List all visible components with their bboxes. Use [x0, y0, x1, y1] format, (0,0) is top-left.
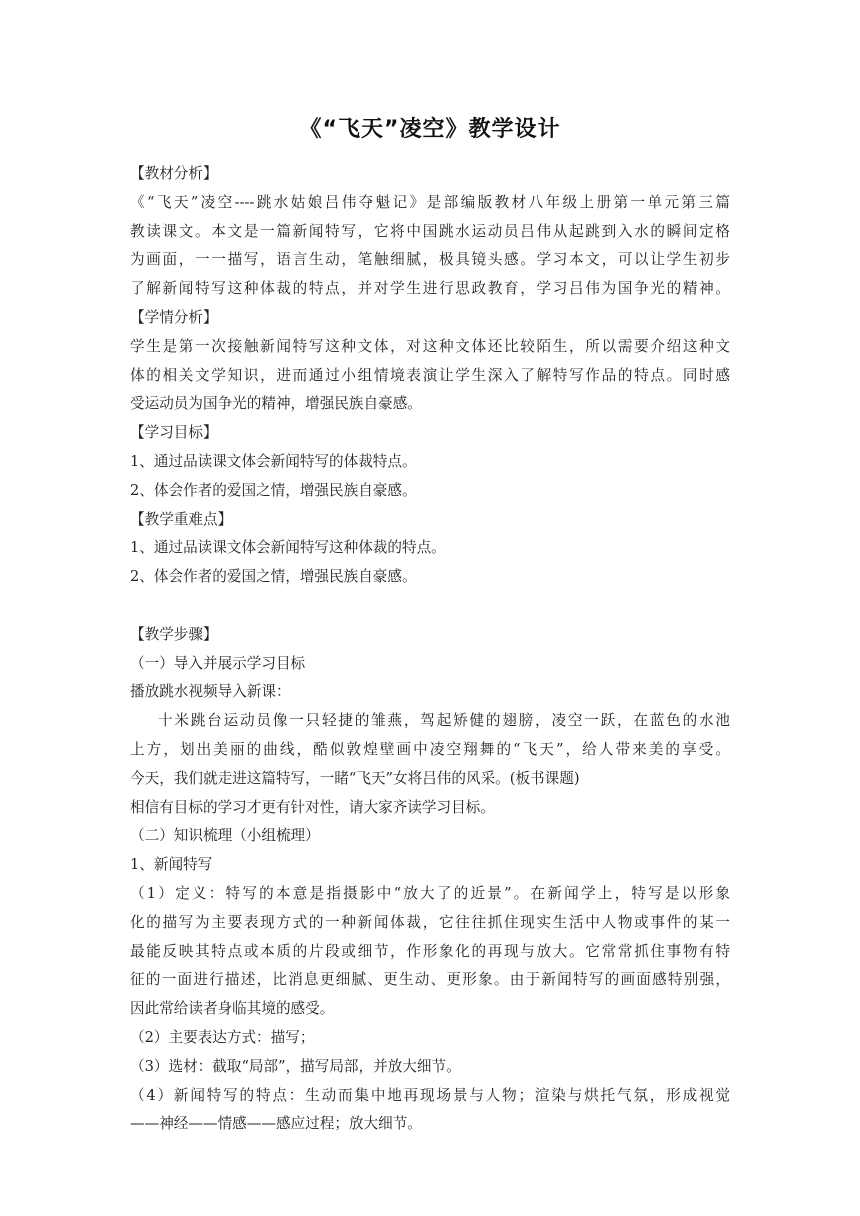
list-item: （4）新闻特写的特点：生动而集中地再现场景与人物；渲染与烘托气氛，形成视觉 [130, 1086, 730, 1104]
paragraph-line: 《“飞天”凌空----跳水姑娘吕伟夺魁记》是部编版教材八年级上册第一单元第三篇 [130, 193, 730, 211]
paragraph-line: 为画面，一一描写，语言生动，笔触细腻，极具镜头感。学习本文，可以让学生初步 [130, 251, 730, 269]
blank-line [130, 592, 730, 621]
heading-student-analysis: 【学情分析】 [130, 308, 218, 326]
list-item: （2）主要表达方式：描写； [130, 1028, 315, 1046]
step-heading: （一）导入并展示学习目标 [130, 654, 306, 672]
paragraph-line: 学生是第一次接触新闻特写这种文体，对这种文体还比较陌生，所以需要介绍这种文 [130, 337, 730, 355]
paragraph-line: 最能反映其特点或本质的片段或细节，作形象化的再现与放大。它常常抓住事物有特 [130, 942, 730, 960]
paragraph-line: （1）定义：特写的本意是指摄影中“放大了的近景”。在新闻学上，特写是以形象 [130, 884, 730, 902]
paragraph-line: 体的相关文学知识，进而通过小组情境表演让学生深入了解特写作品的特点。同时感 [130, 366, 730, 384]
paragraph-line: 相信有目标的学习才更有针对性，请大家齐读学习目标。 [130, 798, 495, 816]
heading-learning-goals: 【学习目标】 [130, 424, 218, 442]
paragraph-line: 今天，我们就走进这篇特写，一睹“飞天”女将吕伟的风采。(板书课题) [130, 769, 580, 787]
goal-item: 2、体会作者的爱国之情，增强民族自豪感。 [130, 481, 417, 499]
paragraph-line: 上方，划出美丽的曲线，酷似敦煌壁画中凌空翔舞的“飞天”，给人带来美的享受。 [130, 740, 730, 758]
paragraph-line: 因此常给读者身临其境的感受。 [130, 1000, 335, 1018]
heading-material-analysis: 【教材分析】 [130, 165, 218, 182]
document-title: 《“飞天”凌空》教学设计 [299, 117, 561, 142]
subheading: 1、新闻特写 [130, 856, 213, 874]
heading-key-points: 【教学重难点】 [130, 510, 233, 528]
paragraph-line: 化的描写为主要表现方式的一种新闻体裁，它往往抓住现实生活中人物或事件的某一 [130, 913, 730, 931]
paragraph-line: 播放跳水视频导入新课： [130, 683, 291, 701]
step-heading: （二）知识梳理（小组梳理） [130, 827, 320, 845]
paragraph-line: ——神经——情感——感应过程；放大细节。 [130, 1115, 422, 1133]
key-point-item: 1、通过品读课文体会新闻特写这种体裁的特点。 [130, 539, 446, 557]
heading-teaching-steps: 【教学步骤】 [130, 625, 218, 643]
paragraph-line: 了解新闻特写这种体裁的特点，并对学生进行思政教育，学习吕伟为国争光的精神。 [130, 280, 730, 298]
list-item: （3）选材：截取“局部”，描写局部，并放大细节。 [130, 1057, 461, 1075]
paragraph-line: 受运动员为国争光的精神，增强民族自豪感。 [130, 395, 422, 413]
document-body [130, 160, 730, 1139]
paragraph-line: 教读课文。本文是一篇新闻特写，它将中国跳水运动员吕伟从起跳到入水的瞬间定格 [130, 222, 730, 240]
key-point-item: 2、体会作者的爱国之情，增强民族自豪感。 [130, 568, 417, 586]
paragraph-line: 征的一面进行描述，比消息更细腻、更生动、更形象。由于新闻特写的画面感特别强， [130, 971, 730, 989]
paragraph-line: 十米跳台运动员像一只轻捷的雏燕，驾起矫健的翅膀，凌空一跃，在蓝色的水池 [158, 712, 730, 730]
goal-item: 1、通过品读课文体会新闻特写的体裁特点。 [130, 452, 417, 470]
